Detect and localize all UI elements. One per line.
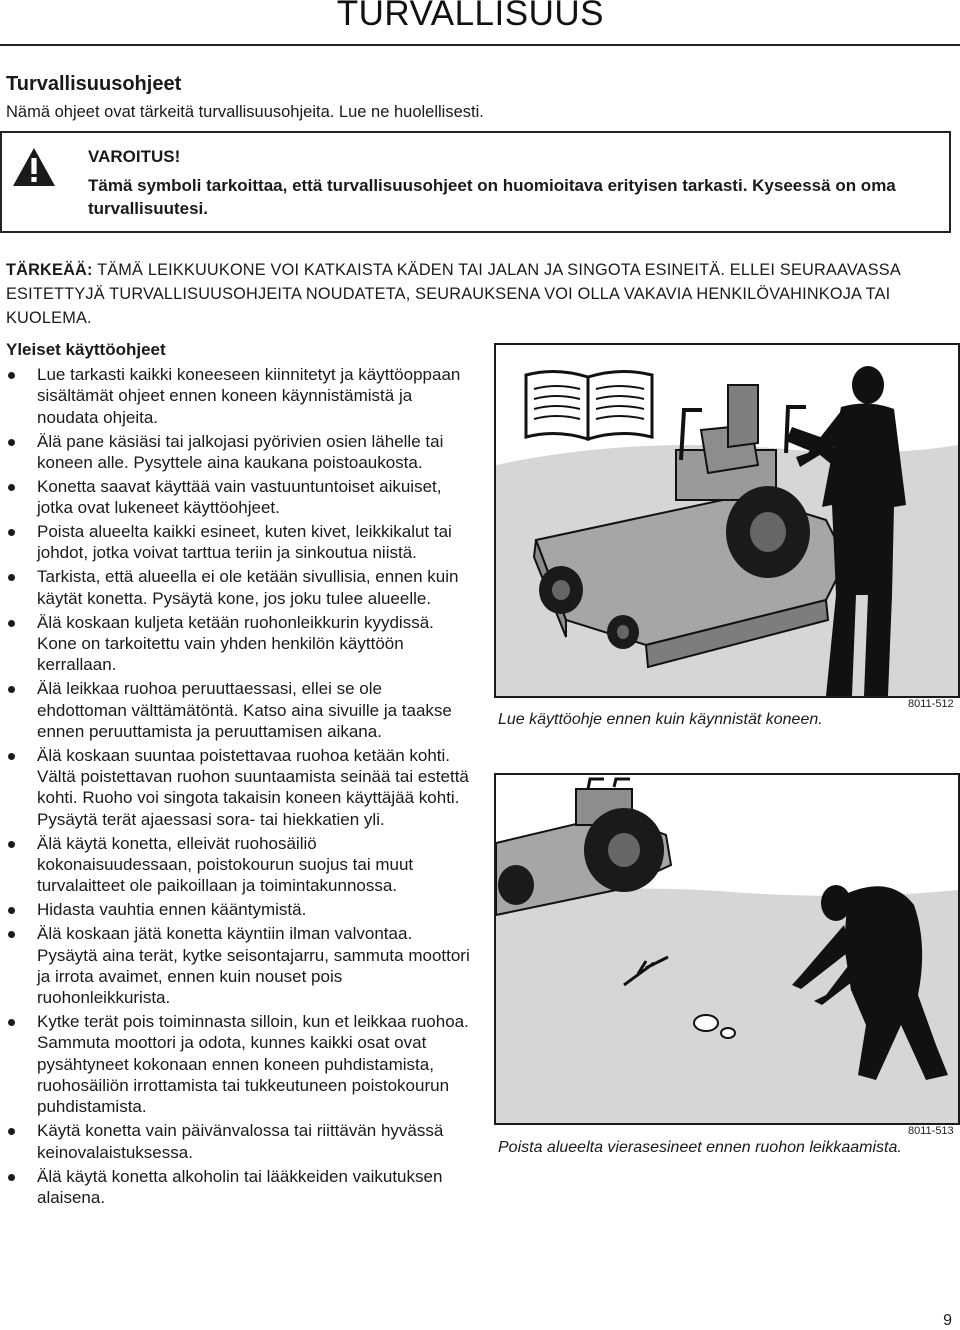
list-item: Käytä konetta vain päivänvalossa tai riittävän hyvässä keinovalaistuksessa. [8,1120,473,1163]
important-notice [6,258,946,330]
list-item: Poista alueelta kaikki esineet, kuten kivet, leikkikalut tai johdot, jotka voivat tarttua teriin ja sinkoutua niistä. [8,521,473,564]
list-item: Hidasta vauhtia ennen kääntymistä. [8,899,473,920]
clear-area-illustration [496,775,958,1123]
header-rule [0,44,960,46]
bullet-icon [8,439,15,446]
figure-code: 8011-512 [908,698,954,710]
list-item: Lue tarkasti kaikki koneeseen kiinnitetyt ja käyttöoppaan sisältämät ohjeet ennen koneen käynnistämistä ja noudata ohjeita. [8,364,473,428]
warning-label: VAROITUS! [88,147,181,166]
bullet-icon [8,1128,15,1135]
warning-triangle-icon [12,147,56,187]
important-text: TÄMÄ LEIKKUUKONE VOI KATKAISTA KÄDEN TAI JALAN JA SINGOTA ESINEITÄ. ELLEI SEURAAVASSA ESITETTYJÄ TURVALLISUUSOHJEITA NOUDATETA, SEURAUKSENA VOI OLLA VAKAVIA HENKILÖVAHINKOJA TAI KUOLEMA. [6,261,901,327]
bullet-icon [8,907,15,914]
list-item: Älä käytä konetta alkoholin tai lääkkeiden vaikutuksen alaisena. [8,1166,473,1209]
read-manual-illustration [496,345,958,696]
list-item: Konetta saavat käyttää vain vastuuntuntoiset aikuiset, jotka ovat lukeneet käyttöohjeet. [8,476,473,519]
bullet-icon [8,620,15,627]
list-item: Älä leikkaa ruohoa peruuttaessasi, ellei se ole ehdottoman välttämätöntä. Katso aina sivuille ja taakse ennen peruuttamista ja peruuttamisen aikana. [8,678,473,742]
warning-box [0,131,951,233]
general-instructions-list [8,364,473,1211]
list-item: Kytke terät pois toiminnasta silloin, kun et leikkaa ruohoa. Sammuta moottori ja odota, kunnes kaikki osat ovat pysähtyneet kokonaan ennen koneen puhdistamista, ruohosäiliön irrottamista tai tukkeutuneen poistokourun puhdistamista. [8,1011,473,1117]
bullet-icon [8,841,15,848]
bullet-icon [8,1174,15,1181]
bullet-icon [8,484,15,491]
list-item: Älä koskaan kuljeta ketään ruohonleikkurin kyydissä. Kone on tarkoitettu vain yhden henkilön käyttöön kerrallaan. [8,612,473,676]
warning-text: Tämä symboli tarkoittaa, että turvallisuusohjeet on huomioitava erityisen tarkasti. Kyseessä on oma turvallisuutesi. [88,176,896,218]
figure-code: 8011-513 [908,1125,954,1137]
page-number: 9 [943,1312,952,1329]
list-item: Älä koskaan suuntaa poistettavaa ruohoa ketään kohti. Vältä poistettavan ruohon suuntaamista seinää tai estettä kohti. Ruoho voi singota takaisin koneen käyttäjää kohti. Pysäytä terät ajaessasi sora- tai hiekkatien yli. [8,745,473,830]
section-title: Turvallisuusohjeet [6,73,182,95]
list-item: Älä pane käsiäsi tai jalkojasi pyörivien osien lähelle tai koneen alle. Pysyttele aina kaukana poistoaukosta. [8,431,473,474]
figure-read-manual [494,343,960,698]
figure-caption: Lue käyttöohje ennen kuin käynnistät koneen. [498,711,823,728]
list-item: Älä käytä konetta, elleivät ruohosäiliö kokonaisuudessaan, poistokourun suojus tai muut turvalaitteet ole paikoillaan ja toimintakunnossa. [8,833,473,897]
book-icon [526,371,652,439]
section-intro: Nämä ohjeet ovat tärkeitä turvallisuusohjeita. Lue ne huolellisesti. [6,103,484,121]
bullet-icon [8,686,15,693]
important-label: TÄRKEÄÄ: [6,261,93,279]
bullet-icon [8,529,15,536]
figure-caption: Poista alueelta vierasesineet ennen ruohon leikkaamista. [498,1139,902,1156]
general-instructions-title: Yleiset käyttöohjeet [6,340,166,359]
bullet-icon [8,372,15,379]
bullet-icon [8,931,15,938]
bullet-icon [8,574,15,581]
figure-clear-area [494,773,960,1125]
bullet-icon [8,1019,15,1026]
page-header-title: TURVALLISUUS [336,0,604,33]
list-item: Tarkista, että alueella ei ole ketään sivullisia, ennen kuin käytät konetta. Pysäytä kone, jos joku tulee alueelle. [8,566,473,609]
list-item: Älä koskaan jätä konetta käyntiin ilman valvontaa. Pysäytä aina terät, kytke seisontajarru, sammuta moottori ja irrota avaimet, ennen kuin nouset pois ruohonleikkurista. [8,923,473,1008]
bullet-icon [8,753,15,760]
